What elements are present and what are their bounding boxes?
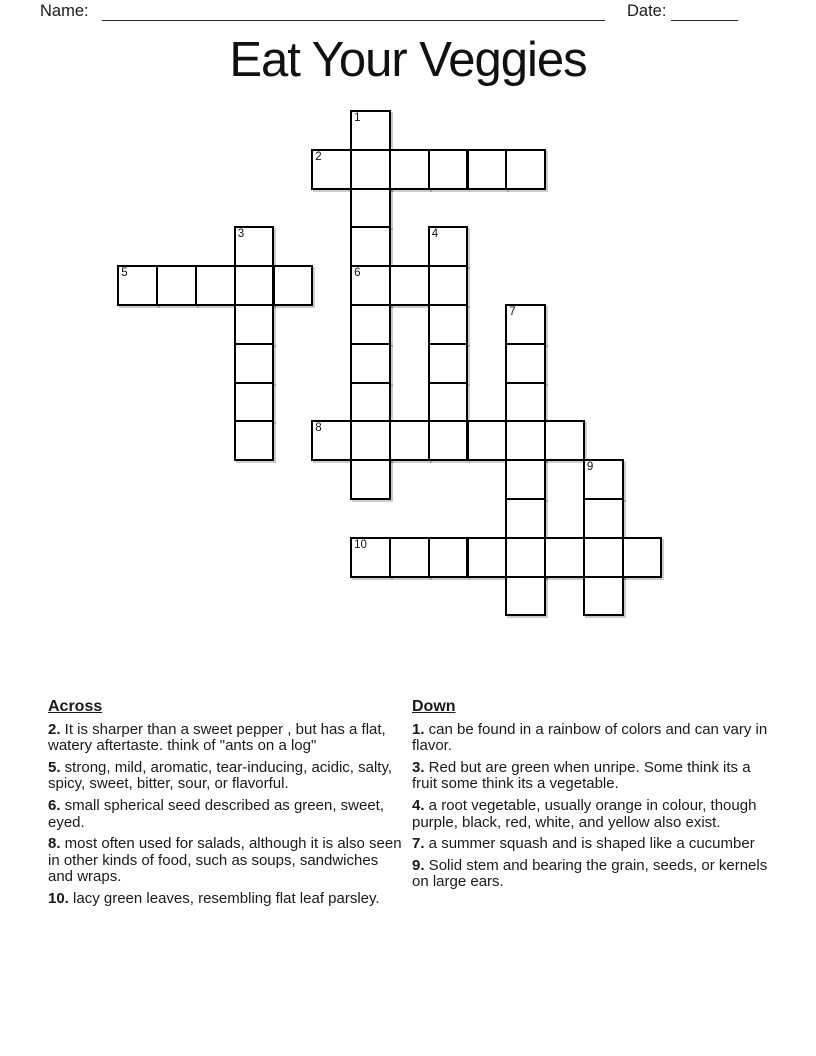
down-clue-list xyxy=(412,722,772,891)
grid-cell[interactable] xyxy=(505,420,546,461)
grid-cell[interactable] xyxy=(583,459,624,500)
clues-across xyxy=(48,699,402,913)
clue-across-8: 8. most often used for salads, although it is also seen in other kinds of food, such as soups, sandwiches and wraps. xyxy=(48,835,402,886)
clue-number: 7. xyxy=(412,835,425,853)
clue-down-4: 4. a root vegetable, usually orange in colour, though purple, black, red, white, and yellow also exist. xyxy=(412,796,757,831)
grid-cell[interactable] xyxy=(467,537,508,578)
clue-across-5: 5. strong, mild, aromatic, tear-inducing, acidic, salty, spicy, sweet, bitter, sour, or flavorful. xyxy=(48,758,393,793)
clue-across-10: 10. lacy green leaves, resembling flat leaf parsley. xyxy=(48,889,380,907)
cell-number: 4 xyxy=(431,228,439,241)
grid-cell[interactable] xyxy=(583,576,624,617)
grid-cell[interactable] xyxy=(350,226,391,267)
grid-cell[interactable] xyxy=(467,149,508,190)
grid-cell[interactable] xyxy=(350,265,391,306)
cell-number: 8 xyxy=(315,422,322,435)
clue-down-3: 3. Red but are green when unripe. Some think its a fruit some think its a vegetable. xyxy=(412,758,751,793)
date-label: Date: xyxy=(627,2,667,20)
grid-cell[interactable] xyxy=(505,382,546,423)
grid-cell[interactable] xyxy=(234,265,275,306)
date-fill-line[interactable] xyxy=(671,0,738,21)
across-clue-list xyxy=(48,722,402,908)
grid-cell[interactable] xyxy=(389,537,430,578)
grid-cell[interactable] xyxy=(428,149,469,190)
across-heading: Across xyxy=(48,698,103,715)
page-title: Eat Your Veggies xyxy=(229,33,587,87)
grid-cell[interactable] xyxy=(156,265,197,306)
grid-cell[interactable] xyxy=(389,149,430,190)
grid-cell[interactable] xyxy=(389,265,430,306)
grid-cell[interactable] xyxy=(234,304,275,345)
clue-number: 3. xyxy=(412,758,425,776)
grid-cell[interactable] xyxy=(195,265,236,306)
clue-down-9: 9. Solid stem and bearing the grain, seeds, or kernels on large ears. xyxy=(412,856,768,891)
grid-cell[interactable] xyxy=(505,304,546,345)
grid-cell[interactable] xyxy=(428,265,469,306)
grid-cell[interactable] xyxy=(428,420,469,461)
clue-number: 6. xyxy=(48,796,61,814)
grid-cell[interactable] xyxy=(350,459,391,500)
name-fill-line[interactable] xyxy=(102,0,605,21)
cell-number: 10 xyxy=(354,538,367,551)
clue-number: 1. xyxy=(412,720,425,738)
grid-cell[interactable] xyxy=(505,343,546,384)
grid-cell[interactable] xyxy=(350,188,391,229)
grid-cell[interactable] xyxy=(583,498,624,539)
down-heading: Down xyxy=(412,698,456,715)
grid-cell[interactable] xyxy=(234,226,275,267)
grid-cell[interactable] xyxy=(234,382,275,423)
grid-cell[interactable] xyxy=(544,420,585,461)
grid-cell[interactable] xyxy=(428,304,469,345)
grid-cell[interactable] xyxy=(311,420,352,461)
grid-cell[interactable] xyxy=(428,226,469,267)
grid-cell[interactable] xyxy=(583,537,624,578)
clue-down-7: 7. a summer squash and is shaped like a cucumber xyxy=(412,835,755,853)
grid-cell[interactable] xyxy=(505,576,546,617)
grid-cell[interactable] xyxy=(428,382,469,423)
grid-cell[interactable] xyxy=(273,265,314,306)
grid-cell[interactable] xyxy=(505,498,546,539)
grid-cell[interactable] xyxy=(234,420,275,461)
grid-cell[interactable] xyxy=(350,149,391,190)
grid-cell[interactable] xyxy=(350,420,391,461)
grid-cell[interactable] xyxy=(350,304,391,345)
cell-number: 9 xyxy=(586,461,594,474)
grid-cell[interactable] xyxy=(350,382,391,423)
clues-down xyxy=(412,699,772,896)
cell-number: 7 xyxy=(509,306,516,318)
grid-cell[interactable] xyxy=(350,537,391,578)
clue-number: 8. xyxy=(48,835,61,853)
grid-cell[interactable] xyxy=(428,537,469,578)
grid-cell[interactable] xyxy=(622,537,663,578)
grid-cell[interactable] xyxy=(350,110,391,151)
cell-number: 2 xyxy=(315,150,322,163)
grid-cell[interactable] xyxy=(505,149,546,190)
clue-number: 5. xyxy=(48,758,61,776)
clue-across-2: 2. It is sharper than a sweet pepper , but has a flat, watery aftertaste. think of "ants on a log" xyxy=(48,720,386,755)
clue-number: 10. xyxy=(48,889,69,907)
grid-cell[interactable] xyxy=(505,459,546,500)
grid-cell[interactable] xyxy=(350,343,391,384)
cell-number: 5 xyxy=(121,267,128,280)
clue-across-6: 6. small spherical seed described as green, sweet, eyed. xyxy=(48,796,385,831)
grid-cell[interactable] xyxy=(544,537,585,578)
cell-number: 1 xyxy=(354,112,361,124)
cell-number: 3 xyxy=(237,228,245,241)
grid-cell[interactable] xyxy=(311,149,352,190)
grid-cell[interactable] xyxy=(389,420,430,461)
clue-down-1: 1. can be found in a rainbow of colors and can vary in flavor. xyxy=(412,720,768,755)
cell-number: 6 xyxy=(354,267,361,280)
clue-number: 9. xyxy=(412,856,425,874)
grid-cell[interactable] xyxy=(117,265,158,306)
grid-cell[interactable] xyxy=(505,537,546,578)
name-label: Name: xyxy=(40,2,89,20)
clue-number: 2. xyxy=(48,720,61,738)
clue-number: 4. xyxy=(412,796,425,814)
grid-cell[interactable] xyxy=(428,343,469,384)
grid-cell[interactable] xyxy=(467,420,508,461)
grid-cell[interactable] xyxy=(234,343,275,384)
